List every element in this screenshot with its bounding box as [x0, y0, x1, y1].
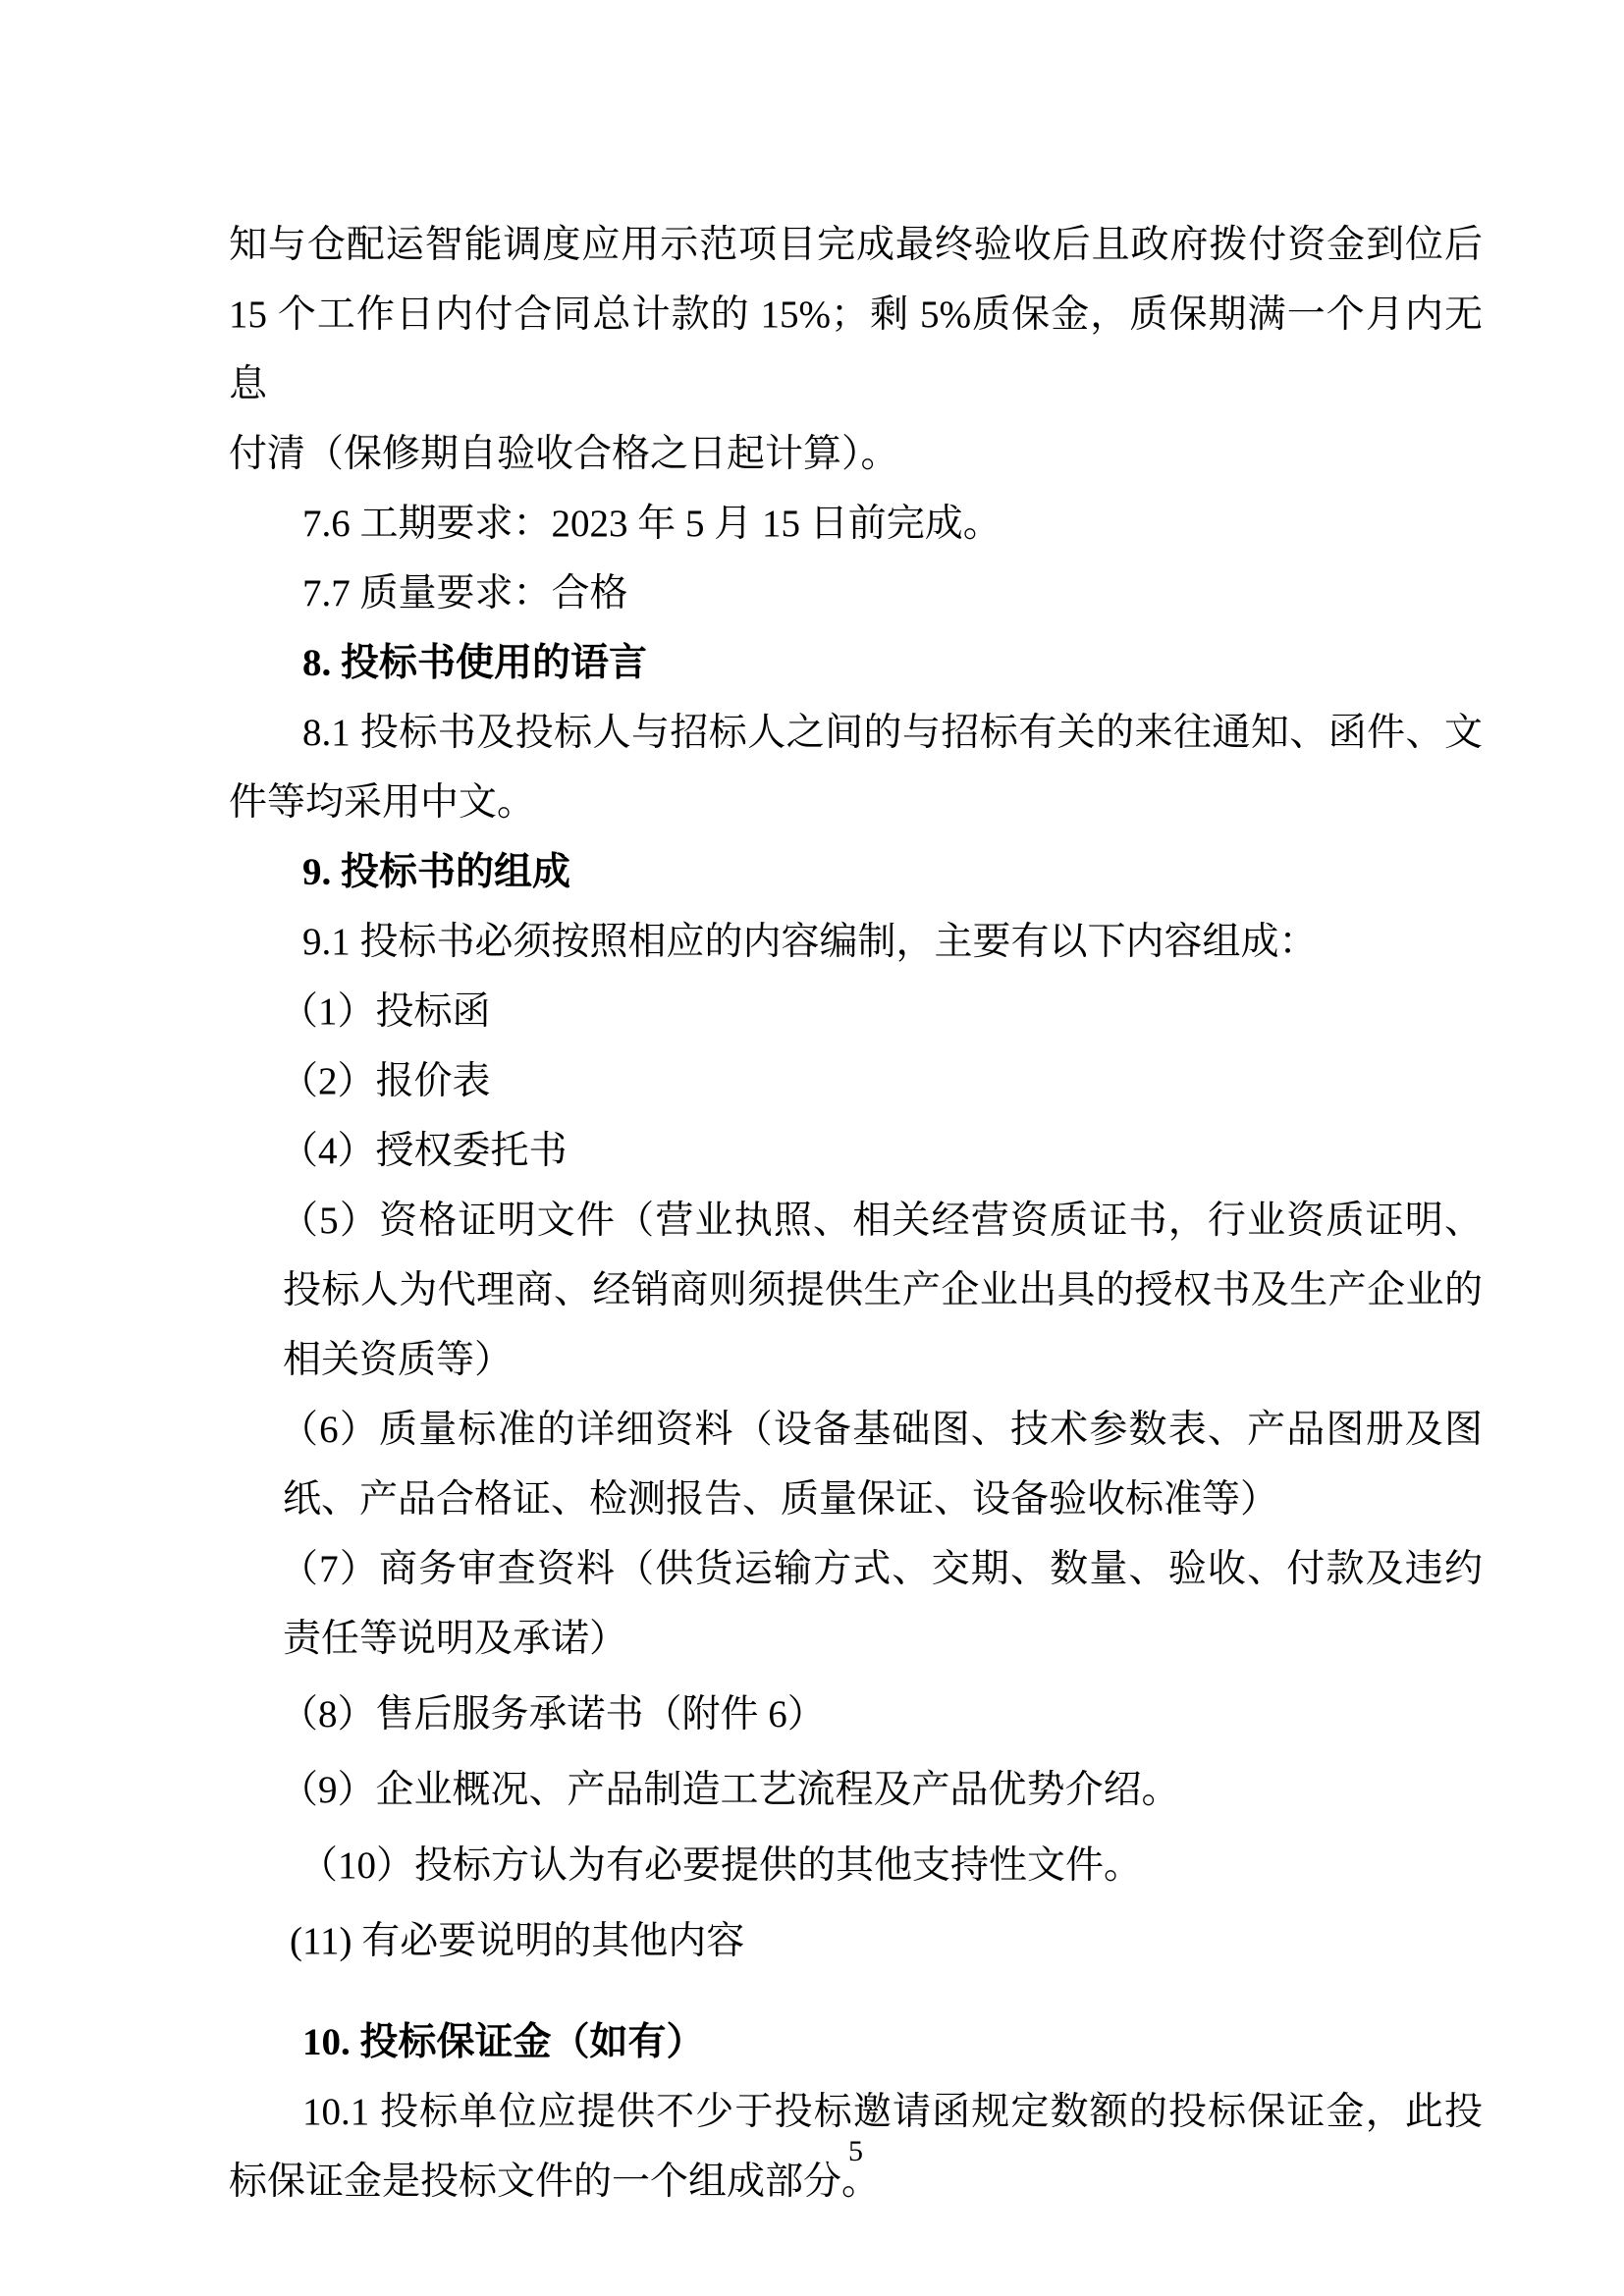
section-heading: 10. 投标保证金（如有） [302, 2021, 705, 2063]
text-line: （7）商务审查资料（供货运输方式、交期、数量、验收、付款及违约 [280, 1548, 1483, 1590]
text-line: （5）资格证明文件（营业执照、相关经营资质证书，行业资质证明、 [280, 1200, 1483, 1242]
text-line: (11) 有必要说明的其他内容 [290, 1920, 745, 1962]
section-heading: 9. 投标书的组成 [302, 851, 571, 893]
text-line: 10.1 投标单位应提供不少于投标邀请函规定数额的投标保证金，此投 [302, 2091, 1483, 2133]
text-line: 标保证金是投标文件的一个组成部分。 [229, 2161, 881, 2203]
text-line: 投标人为代理商、经销商则须提供生产企业出具的授权书及生产企业的 [283, 1269, 1483, 1311]
text-line: 知与仓配运智能调度应用示范项目完成最终验收后且政府拨付资金到位后 [229, 224, 1483, 266]
text-line: （10）投标方认为有必要提供的其他支持性文件。 [299, 1844, 1143, 1887]
text-line: （2）报价表 [280, 1060, 491, 1102]
text-line: 9.1 投标书必须按照相应的内容编制，主要有以下内容组成： [302, 921, 1318, 963]
text-line: （4）授权委托书 [280, 1130, 568, 1172]
text-line: 相关资质等） [283, 1339, 514, 1381]
text-line: 件等均采用中文。 [229, 781, 536, 824]
text-line: 责任等说明及承诺） [283, 1618, 628, 1660]
text-line: （8）售后服务承诺书（附件 6） [280, 1693, 826, 1735]
text-line: 7.7 质量要求：合格 [302, 572, 628, 614]
text-line: 8.1 投标书及投标人与招标人之间的与招标有关的来往通知、函件、文 [302, 712, 1483, 754]
text-line: （6）质量标准的详细资料（设备基础图、技术参数表、产品图册及图 [280, 1409, 1483, 1451]
text-line: 7.6 工期要求：2023 年 5 月 15 日前完成。 [302, 503, 1001, 545]
text-line: 付清（保修期自验收合格之日起计算）。 [229, 433, 899, 475]
text-line: （1）投标函 [280, 990, 491, 1033]
text-line: 15 个工作日内付合同总计款的 15%；剩 5%质保金，质保期满一个月内无息 [229, 294, 1483, 405]
text-line: 纸、产品合格证、检测报告、质量保证、设备验收标准等） [283, 1478, 1279, 1521]
page-number: 5 [848, 2135, 863, 2167]
document-body [229, 210, 1483, 2216]
section-heading: 8. 投标书使用的语言 [302, 642, 648, 684]
text-line: （9）企业概况、产品制造工艺流程及产品优势介绍。 [280, 1769, 1180, 1811]
